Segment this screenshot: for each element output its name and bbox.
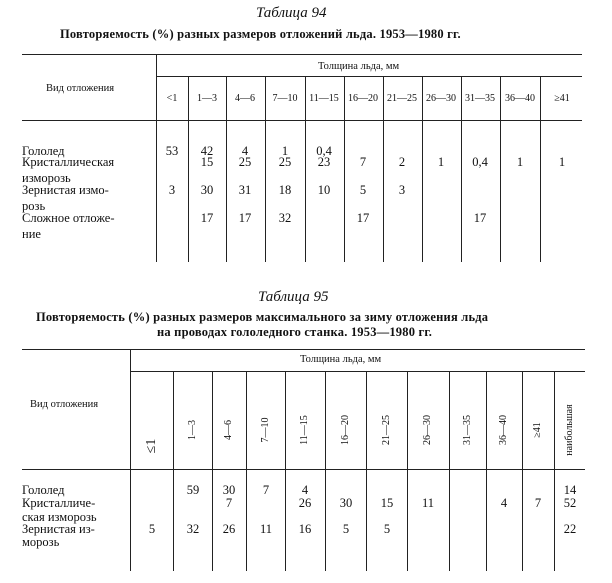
table-95-cell: 26 xyxy=(222,522,236,536)
table-95-column-divider xyxy=(366,371,367,571)
table-95-cell: 11 xyxy=(421,496,435,510)
table-95-column-header: наибольшая xyxy=(564,404,575,456)
table-95-cell: 5 xyxy=(342,522,350,536)
table-94-cell: 32 xyxy=(278,211,292,225)
table-94-cell: 31 xyxy=(238,183,252,197)
table-94-cell: 30 xyxy=(200,183,214,197)
table-95-stub-header: Вид отложения xyxy=(30,399,99,410)
table-95-top-rule xyxy=(22,349,585,350)
table-95-column-header: 21—25 xyxy=(381,415,392,445)
table-95-cell: 5 xyxy=(148,522,156,536)
table-95-cell: 15 xyxy=(380,496,394,510)
table-94-column-divider xyxy=(344,76,345,262)
table-94-cell: 0,4 xyxy=(472,155,488,169)
table-95-cell: 59 xyxy=(186,483,200,497)
table-95-column-header: ≥41 xyxy=(532,422,543,438)
table-94-row-label: Кристаллическая xyxy=(22,155,115,169)
table-95-column-divider xyxy=(173,371,174,571)
table-94-column-divider xyxy=(500,76,501,262)
table-95-group-rule xyxy=(130,371,585,372)
table-95-caption: Таблица 95 xyxy=(258,289,329,305)
table-94-row-label: изморозь xyxy=(22,171,71,185)
table-95-column-header: 7—10 xyxy=(260,417,271,443)
table-94-column-divider xyxy=(226,76,227,262)
table-94-cell: 1 xyxy=(281,144,289,158)
table-95-column-divider xyxy=(554,371,555,571)
table-95-column-header: 26—30 xyxy=(422,415,433,445)
table-94-top-rule xyxy=(22,54,582,55)
table-94-cell: 10 xyxy=(317,183,331,197)
table-94-row-label: ние xyxy=(22,227,41,241)
table-94-column-header: <1 xyxy=(166,93,178,104)
table-95-column-divider xyxy=(325,371,326,571)
table-94-column-divider xyxy=(383,76,384,262)
table-95-column-header: 31—35 xyxy=(462,415,473,445)
table-94-cell: 1 xyxy=(558,155,566,169)
table-95-column-header: ≤1 xyxy=(144,438,159,454)
table-95-cell: 30 xyxy=(339,496,353,510)
table-95-column-header: 16—20 xyxy=(340,415,351,445)
table-95-cell: 7 xyxy=(262,483,270,497)
table-94-cell: 15 xyxy=(200,155,214,169)
table-95-column-divider xyxy=(486,371,487,571)
table-94-column-header: 4—6 xyxy=(235,93,255,104)
table-95-cell: 16 xyxy=(298,522,312,536)
table-94-cell: 53 xyxy=(165,144,179,158)
table-95-cell: 22 xyxy=(563,522,577,536)
table-94-cell: 17 xyxy=(473,211,487,225)
table-95-cell: 52 xyxy=(563,496,577,510)
table-94-column-divider xyxy=(265,76,266,262)
table-94-cell: 17 xyxy=(356,211,370,225)
table-94-column-header: 26—30 xyxy=(426,93,456,104)
table-94-column-divider xyxy=(188,76,189,262)
table-94-row-label: Зернистая измо- xyxy=(22,183,109,197)
table-94-cell: 17 xyxy=(200,211,214,225)
table-95-cell: 7 xyxy=(225,496,233,510)
table-94-cell: 4 xyxy=(241,144,249,158)
table-95-cell: 30 xyxy=(222,483,236,497)
table-94-cell: 18 xyxy=(278,183,292,197)
table-95-row-label: Кристалличе- xyxy=(22,496,96,510)
table-95-row-label: Зернистая из- xyxy=(22,522,95,536)
table-95-column-divider xyxy=(246,371,247,571)
table-94-column-divider xyxy=(422,76,423,262)
table-94-row-label: Гололед xyxy=(22,144,65,158)
table-94-caption: Таблица 94 xyxy=(256,5,327,21)
table-94-cell: 0,4 xyxy=(316,144,332,158)
table-94-column-header: ≥41 xyxy=(554,93,570,104)
table-94-column-divider xyxy=(305,76,306,262)
table-95-cell: 26 xyxy=(298,496,312,510)
table-94-column-header: 11—15 xyxy=(309,93,339,104)
table-94-row-label: розь xyxy=(22,199,46,213)
table-94-group-rule xyxy=(156,76,582,77)
table-94-stub-divider xyxy=(156,54,157,262)
table-94-column-header: 1—3 xyxy=(197,93,217,104)
table-95-cell: 14 xyxy=(563,483,577,497)
table-94-cell: 5 xyxy=(359,183,367,197)
table-94-cell: 3 xyxy=(398,183,406,197)
table-95-title-line-2: на проводах гололедного станка. 1953—1980 гг. xyxy=(157,325,433,339)
table-95-group-header: Толщина льда, мм xyxy=(300,354,382,365)
table-95-column-header: 11—15 xyxy=(299,415,310,445)
table-94-column-header: 21—25 xyxy=(387,93,417,104)
table-95-column-divider xyxy=(212,371,213,571)
table-94-column-header: 31—35 xyxy=(465,93,495,104)
table-94-cell: 23 xyxy=(317,155,331,169)
table-95-row-label: Гололед xyxy=(22,483,65,497)
table-94-header-rule xyxy=(22,120,582,121)
table-95-title-line-1: Повторяемость (%) разных размеров максимального за зиму отложения льда xyxy=(36,310,489,324)
table-95-column-divider xyxy=(522,371,523,571)
table-95-cell: 5 xyxy=(383,522,391,536)
table-94-column-header: 36—40 xyxy=(505,93,535,104)
table-94-cell: 2 xyxy=(398,155,406,169)
table-95-cell: 11 xyxy=(259,522,273,536)
table-94-cell: 17 xyxy=(238,211,252,225)
table-94-column-header: 16—20 xyxy=(348,93,378,104)
table-94-group-header: Толщина льда, мм xyxy=(318,61,400,72)
table-95-cell: 4 xyxy=(301,483,309,497)
table-94-cell: 42 xyxy=(200,144,214,158)
table-95-cell: 4 xyxy=(500,496,508,510)
table-94-title: Повторяемость (%) разных размеров отложений льда. 1953—1980 гг. xyxy=(60,27,461,41)
table-95-column-header: 1—3 xyxy=(187,420,198,440)
table-95-column-header: 4—6 xyxy=(223,420,234,440)
table-94-stub-header: Вид отложения xyxy=(46,83,115,94)
table-95-column-header: 36—40 xyxy=(498,415,509,445)
table-95-header-rule xyxy=(22,469,585,470)
table-95-column-divider xyxy=(285,371,286,571)
table-95-cell: 7 xyxy=(534,496,542,510)
table-94-column-divider xyxy=(461,76,462,262)
table-94-cell: 3 xyxy=(168,183,176,197)
table-95-cell: 32 xyxy=(186,522,200,536)
table-94-cell: 1 xyxy=(437,155,445,169)
table-95-row-label: морозь xyxy=(22,535,60,549)
table-95-column-divider xyxy=(407,371,408,571)
table-94-column-header: 7—10 xyxy=(272,93,298,104)
table-95-column-divider xyxy=(449,371,450,571)
table-94-cell: 7 xyxy=(359,155,367,169)
table-95-row-label: ская изморозь xyxy=(22,510,97,524)
table-94-cell: 25 xyxy=(278,155,292,169)
table-94-row-label: Сложное отложе- xyxy=(22,211,115,225)
table-94-cell: 1 xyxy=(516,155,524,169)
table-95-stub-divider xyxy=(130,349,131,571)
table-94-column-divider xyxy=(540,76,541,262)
table-94-cell: 25 xyxy=(238,155,252,169)
